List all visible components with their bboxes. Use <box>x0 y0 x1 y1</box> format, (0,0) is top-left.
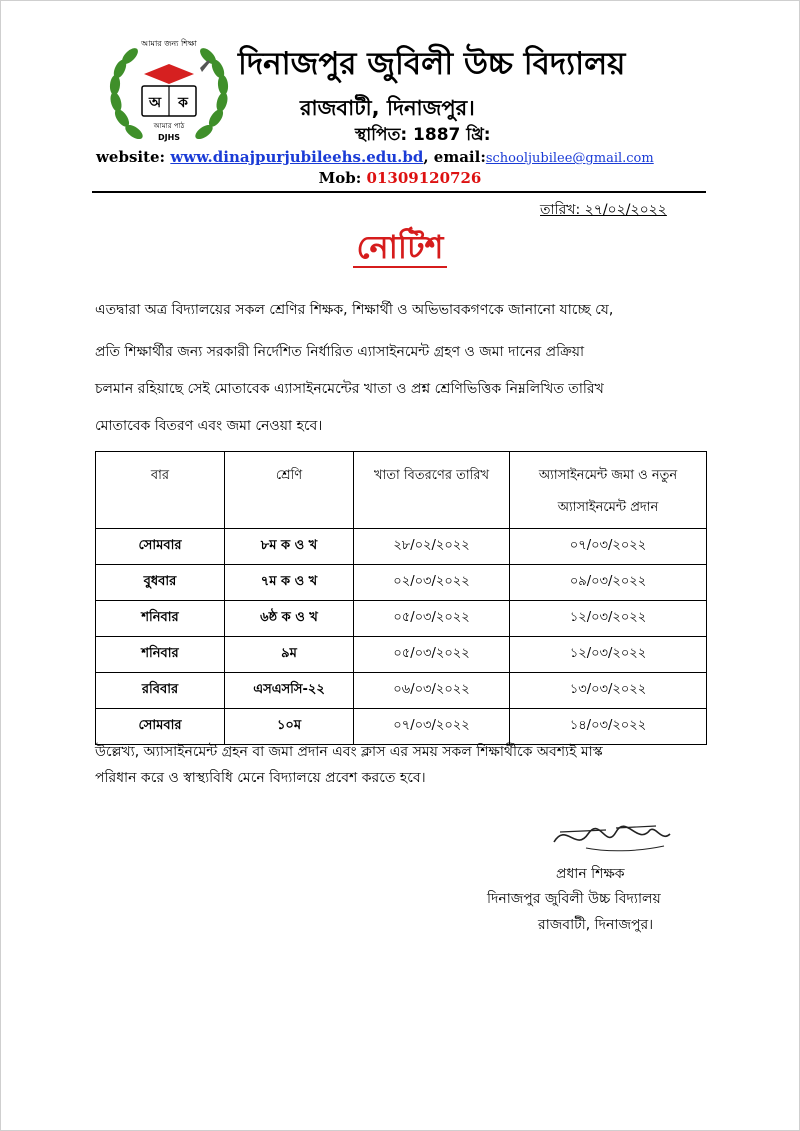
body-line-2: প্রতি শিক্ষার্থীর জন্য সরকারী নির্দেশিত নির্ধারিত এ্যাসাইনমেন্ট গ্রহণ ও জমা দানের প্রক্রিয়া <box>95 344 585 360</box>
signatory-location: রাজবাটী, দিনাজপুর। <box>538 917 654 933</box>
table-row <box>96 637 707 673</box>
school-address: রাজবাটী, দিনাজপুর। <box>300 96 475 120</box>
website-label: website: <box>96 148 171 166</box>
row-day: শনিবার <box>96 601 225 637</box>
logo-monogram: DJHS <box>157 133 181 142</box>
header-distribution-date: খাতা বিতরণের তারিখ <box>354 452 510 529</box>
body-line-1: এতদ্বারা অত্র বিদ্যালয়ের সকল শ্রেণির শিক্ষক, শিক্ষার্থী ও অভিভাবকগণকে জানানো যাচ্ছে যে, <box>95 302 614 318</box>
row-day: বুধবার <box>96 565 225 601</box>
row-day: সোমবার <box>96 709 225 745</box>
email-link[interactable]: schooljubilee@gmail.com <box>485 151 654 166</box>
row-day: রবিবার <box>96 673 225 709</box>
table-header-row <box>96 452 707 529</box>
assignment-schedule-table <box>95 451 707 745</box>
table-row <box>96 601 707 637</box>
website-link[interactable]: www.dinajpurjubileehs.edu.bd <box>170 148 424 166</box>
logo-bottom-text: আমার পাঠ <box>153 122 185 130</box>
mobile-label: Mob: <box>318 169 367 187</box>
school-logo <box>104 28 234 158</box>
row-submission-date: ১৩/০৩/২০২২ <box>510 673 707 709</box>
body-line-4: মোতাবেক বিতরণ এবং জমা নেওয়া হবে। <box>95 418 323 434</box>
quill-pen-icon <box>200 60 210 72</box>
table-row <box>96 673 707 709</box>
signature-image <box>546 812 676 862</box>
header-day: বার <box>96 452 225 529</box>
logo-letter-k: ক <box>178 95 188 111</box>
row-class: এসএসসি-২২ <box>225 673 354 709</box>
row-class: ৯ম <box>225 637 354 673</box>
contact-line <box>96 148 706 166</box>
row-class: ৮ম ক ও খ <box>225 529 354 565</box>
row-submission-date: ১৪/০৩/২০২২ <box>510 709 707 745</box>
header-submission-date <box>510 452 707 529</box>
notice-title <box>0 222 800 276</box>
row-distribution-date: ০৭/০৩/২০২২ <box>354 709 510 745</box>
row-distribution-date: ০৬/০৩/২০২২ <box>354 673 510 709</box>
row-distribution-date: ০৫/০৩/২০২২ <box>354 601 510 637</box>
signatory-title: প্রধান শিক্ষক <box>556 866 625 882</box>
signatory-institution: দিনাজপুর জুবিলী উচ্চ বিদ্যালয় <box>487 891 661 907</box>
table-row <box>96 529 707 565</box>
header-submission-line1: অ্যাসাইনমেন্ট জমা ও নতুন <box>538 468 678 483</box>
graduation-cap-icon <box>144 64 194 84</box>
row-class: ৬ষ্ঠ ক ও খ <box>225 601 354 637</box>
row-class: ৭ম ক ও খ <box>225 565 354 601</box>
footnote-line-1: উল্লেখ্য, অ্যাসাইনমেন্ট গ্রহন বা জমা প্রদান এবং ক্লাস এর সময় সকল শিক্ষার্থীকে অবশ্যই মাস্ক <box>95 744 603 760</box>
notice-title-text: নোটিশ <box>353 228 448 268</box>
row-submission-date: ১২/০৩/২০২২ <box>510 637 707 673</box>
row-distribution-date: ০৫/০৩/২০২২ <box>354 637 510 673</box>
logo-letter-a: অ <box>148 95 162 111</box>
notice-date: তারিখ: ২৭/০২/২০২২ <box>540 202 667 218</box>
header-divider <box>92 191 706 193</box>
table-row <box>96 565 707 601</box>
school-name: দিনাজপুর জুবিলী উচ্চ বিদ্যালয় <box>238 46 626 82</box>
logo-arc-text: আমার জন্য শিক্ষা <box>141 39 197 48</box>
row-submission-date: ১২/০৩/২০২২ <box>510 601 707 637</box>
established-year: স্থাপিত: 1887 খ্রি: <box>355 125 491 145</box>
mobile-number: 01309120726 <box>366 169 482 187</box>
row-day: শনিবার <box>96 637 225 673</box>
email-label: , email: <box>423 148 486 166</box>
row-submission-date: ০৯/০৩/২০২২ <box>510 565 707 601</box>
footnote-line-2: পরিধান করে ও স্বাস্থ্যবিধি মেনে বিদ্যালয়ে প্রবেশ করতে হবে। <box>95 770 426 786</box>
row-submission-date: ০৭/০৩/২০২২ <box>510 529 707 565</box>
header-submission-line2: অ্যাসাইনমেন্ট প্রদান <box>557 500 659 515</box>
header-class: শ্রেণি <box>225 452 354 529</box>
row-distribution-date: ০২/০৩/২০২২ <box>354 565 510 601</box>
mobile-line <box>0 169 800 187</box>
row-distribution-date: ২৮/০২/২০২২ <box>354 529 510 565</box>
row-class: ১০ম <box>225 709 354 745</box>
row-day: সোমবার <box>96 529 225 565</box>
body-line-3: চলমান রহিয়াছে সেই মোতাবেক এ্যাসাইনমেন্টের খাতা ও প্রশ্ন শ্রেণিভিত্তিক নিম্নলিখিত তারিখ <box>95 381 604 397</box>
